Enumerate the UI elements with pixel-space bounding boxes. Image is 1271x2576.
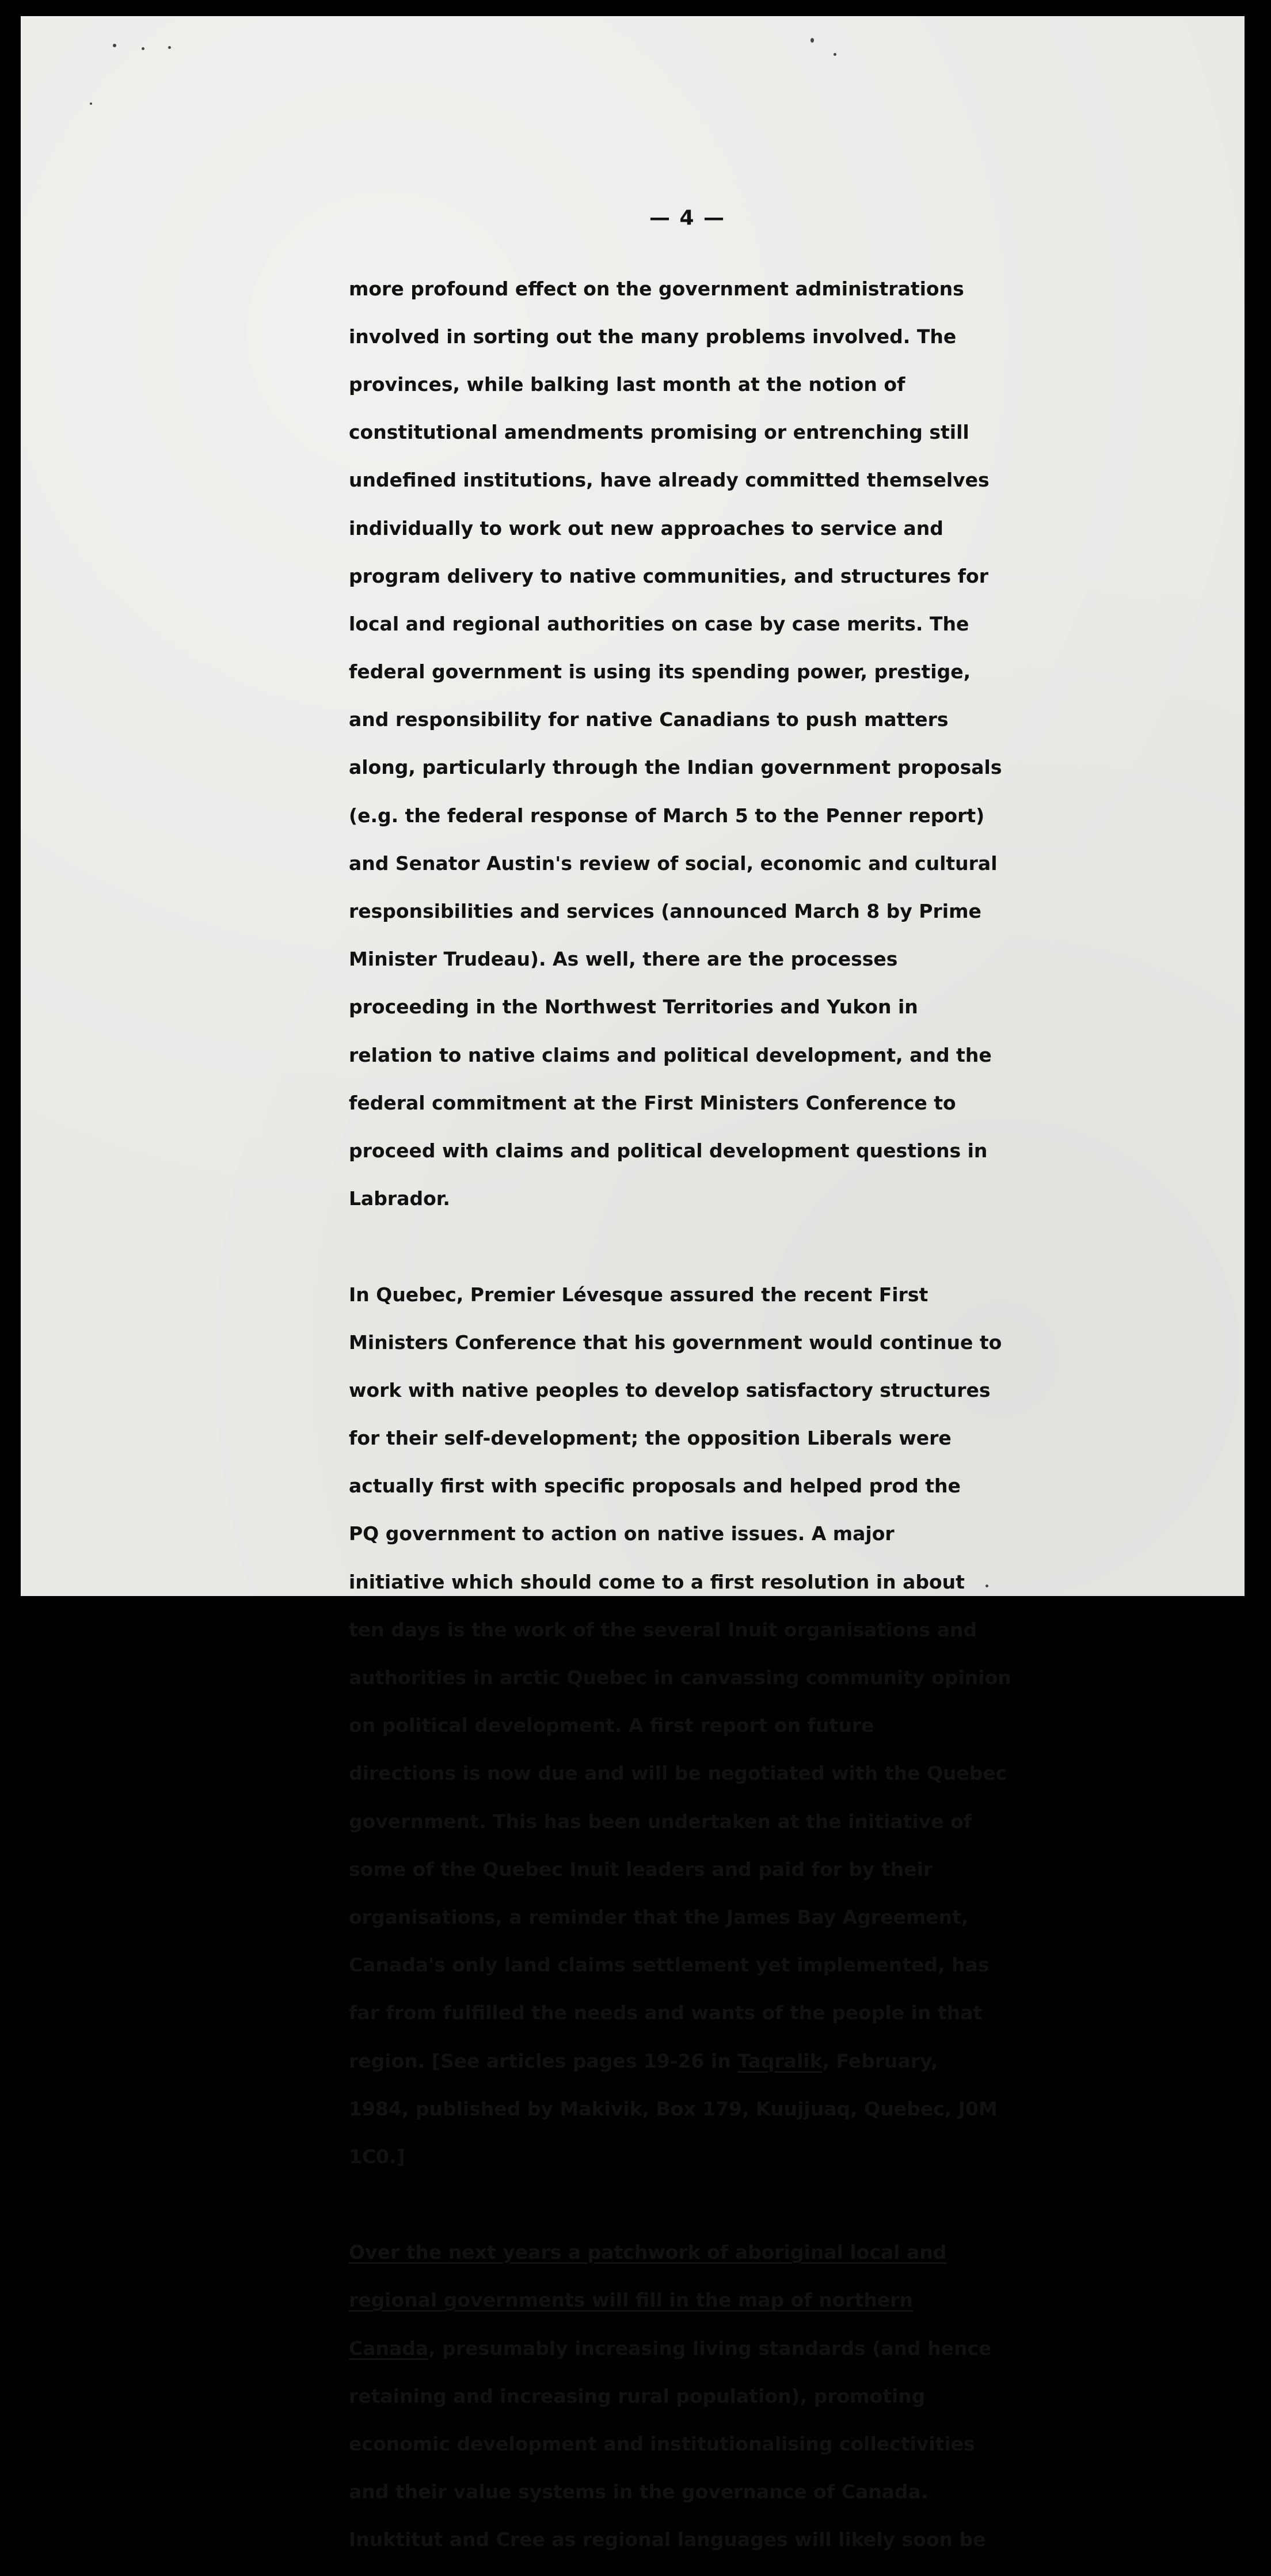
text-line: In Quebec, Premier Lévesque assured the recent First [349, 1283, 928, 1306]
text-line: Labrador. [349, 1187, 450, 1210]
text-line: economic development and institutionalising collectivities [349, 2433, 975, 2456]
document-page [21, 16, 1245, 2551]
underlined-line: regional governments will fill in the map of northern [349, 2289, 913, 2312]
text-line: and responsibility for native Canadians to push matters [349, 708, 949, 731]
scan-speck [90, 102, 92, 105]
text-line: individually to work out new approaches to service and [349, 516, 943, 539]
text-line: authorities in arctic Quebec in canvassing community opinion [349, 1666, 1011, 1689]
text-line: provinces, while balking last month at the notion of [349, 373, 905, 396]
paragraph-2 [349, 1259, 1022, 2193]
text-line: and Senator Austin's review of social, economic and cultural [349, 852, 998, 875]
text-line: government. This has been undertaken at the initiative of [349, 1810, 972, 1833]
text-line: (e.g. the federal response of March 5 to the Penner report) [349, 804, 985, 827]
line-rest: , presumably increasing living standards (and hence [428, 2336, 992, 2360]
text-line: Inuktitut and Cree as regional languages will likely soon be [349, 2528, 986, 2551]
scan-speck [113, 44, 116, 47]
body-text [349, 253, 1022, 2576]
page-number: — 4 — [649, 206, 726, 230]
text-line: Minister Trudeau). As well, there are the processes [349, 948, 898, 971]
scan-speck [810, 38, 814, 43]
text-line: and their value systems in the governance of Canada. [349, 2480, 928, 2503]
publication-title: Taqralik [737, 2049, 823, 2072]
text-line: proceed with claims and political development questions in [349, 1139, 988, 1162]
text-line: for their self-development; the opposition Liberals were [349, 1427, 952, 1450]
text-line: involved in sorting out the many problems involved. The [349, 325, 957, 348]
text-line: federal government is using its spending power, prestige, [349, 660, 971, 683]
text-line: PQ government to action on native issues. A major [349, 1522, 895, 1545]
text-line: 1984, published by Makivik, Box 179, Kuujjuaq, Quebec, J0M [349, 2097, 998, 2120]
text-line-with-citation [349, 2049, 1022, 2073]
text-line: retaining and increasing rural population), promoting [349, 2384, 926, 2407]
text-line: directions is now due and will be negotiated with the Quebec [349, 1762, 1007, 1785]
text-line: 1C0.] [349, 2145, 405, 2168]
underlined-line: Over the next years a patchwork of aboriginal local and [349, 2241, 947, 2264]
text-line: along, particularly through the Indian government proposals [349, 756, 1002, 779]
text-line: federal commitment at the First Ministers Conference to [349, 1091, 956, 1114]
text-line: far from fulfilled the needs and wants of the people in that [349, 2001, 983, 2024]
text-line: work with native peoples to develop satisfactory structures [349, 1378, 991, 1401]
scan-speck [168, 46, 171, 49]
text-line: Ministers Conference that his government would continue to [349, 1331, 1002, 1354]
text-line: responsibilities and services (announced March 8 by Prime [349, 900, 981, 923]
citation-prefix: region. [See articles pages 19-26 in [349, 2049, 738, 2072]
text-line: proceeding in the Northwest Territories and Yukon in [349, 996, 918, 1019]
paragraph-1 [349, 253, 1022, 1234]
text-line-with-underline [349, 2336, 1022, 2361]
text-line: ten days is the work of the several Inuit organisations and [349, 1618, 977, 1641]
text-line: constitutional amendments promising or entrenching still [349, 421, 969, 444]
text-line: some of the Quebec Inuit leaders and paid for by their [349, 1857, 933, 1880]
paragraph-3 [349, 2217, 1022, 2576]
underlined-word: Canada [349, 2336, 429, 2360]
citation-suffix: , February, [822, 2049, 938, 2072]
text-line: Canada's only land claims settlement yet implemented, has [349, 1954, 990, 1977]
text-line: organisations, a reminder that the James Bay Agreement, [349, 1905, 969, 1928]
text-line: undefined institutions, have already committed themselves [349, 469, 990, 492]
scan-speck [834, 53, 836, 56]
text-line: more profound effect on the government administrations [349, 277, 964, 300]
scan-speck [142, 47, 144, 50]
text-line: actually first with specific proposals and helped prod the [349, 1475, 961, 1498]
text-line: local and regional authorities on case by case merits. The [349, 612, 969, 635]
text-line: initiative which should come to a first resolution in about [349, 1570, 965, 1593]
text-line: on political development. A first report on future [349, 1714, 874, 1737]
text-line: program delivery to native communities, and structures for [349, 564, 988, 587]
text-line: relation to native claims and political development, and the [349, 1043, 992, 1066]
